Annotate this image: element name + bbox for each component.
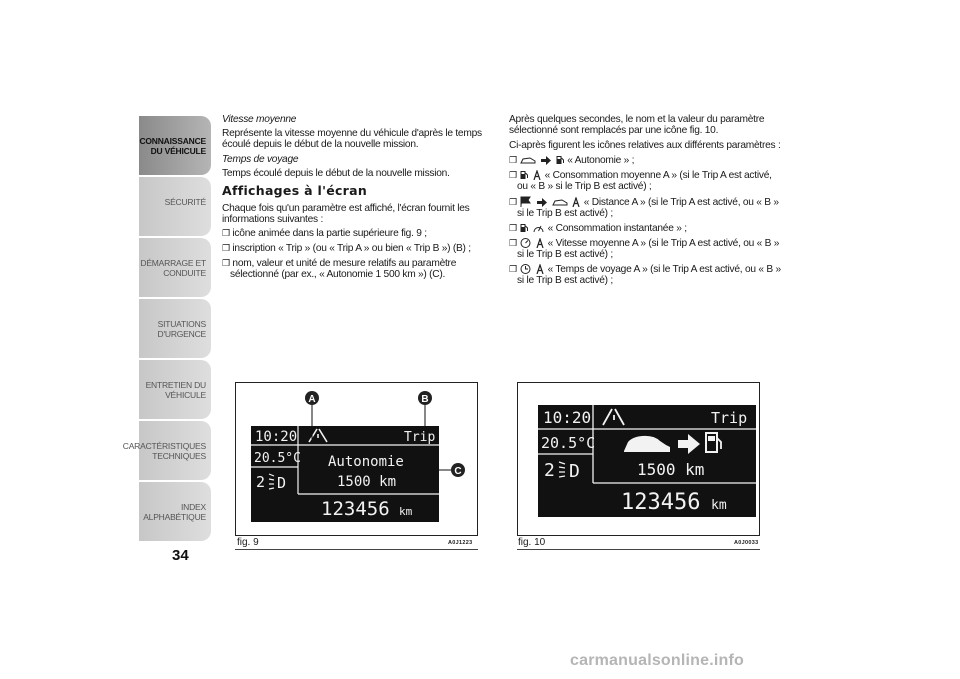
time-readout: 10:20 [255, 429, 298, 445]
car-icon [552, 198, 568, 207]
fuel-pump-icon [556, 155, 564, 165]
callout-layer [236, 383, 477, 535]
trip-a-icon [572, 197, 580, 207]
lights-letter: D [277, 474, 287, 492]
odometer-unit: km [399, 505, 413, 518]
bullet-icon: ❒ [509, 170, 517, 180]
temperature-readout: 20.5°C [541, 434, 596, 452]
param-value: 1500 km [337, 474, 397, 490]
odometer-value: 123456 [621, 490, 701, 515]
figure-10-caption: fig. 10 [518, 537, 546, 548]
tab-connaissance-vehicule[interactable]: CONNAISSANCE DU VÉHICULE [139, 116, 211, 175]
display-screen [538, 405, 756, 517]
section-heading: Affichages à l'écran [222, 183, 368, 198]
clock-icon [520, 264, 531, 274]
chapter-sidebar [122, 116, 211, 543]
odometer-value: 123456 [321, 498, 390, 520]
tab-index-alphabetique[interactable]: INDEX ALPHABÉTIQUE [139, 482, 211, 541]
flag-icon [520, 196, 532, 207]
left-text-column [222, 114, 494, 284]
list-item: ❒ « Distance A » (si le Trip A est activé, ou « B » si le Trip B est activé) ; [509, 197, 779, 219]
tab-caracteristiques-techniques[interactable]: CARACTÉRISTIQUES TECHNIQUES [139, 421, 211, 480]
gear-indicator: 2 [544, 460, 555, 481]
figure-10-rule [517, 549, 760, 550]
trip-label: Trip [404, 430, 436, 445]
trip-label: Trip [711, 409, 748, 427]
gauge-icon [533, 223, 544, 233]
list-item: ❒ « Vitesse moyenne A » (si le Trip A est activé, ou « B » si le Trip B est activé) ; [509, 238, 780, 260]
watermark: carmanualsonline.info [570, 652, 745, 669]
param-value: 1500 km [637, 460, 705, 479]
arrow-right-icon [537, 198, 547, 207]
fuel-pump-icon [520, 223, 528, 233]
list-item: ❒ inscription « Trip » (ou « Trip A » ou bien « Trip B ») (B) ; [222, 243, 471, 254]
list-item: ❒ « Autonomie » ; [509, 155, 635, 166]
svg-text:C: C [454, 466, 462, 477]
list-item: ❒ « Temps de voyage A » (si le Trip A est activé, ou « B » si le Trip B est activé) ; [509, 264, 781, 286]
bullet-icon: ❒ [509, 155, 517, 165]
odometer-unit: km [711, 498, 727, 513]
svg-text:A: A [308, 394, 316, 405]
intro-text: Chaque fois qu'un paramètre est affiché, l'écran fournit les informations suivantes : [222, 203, 470, 225]
car-icon [624, 436, 670, 452]
gear-indicator: 2 [256, 473, 266, 491]
warning-animation-icon [603, 409, 624, 425]
para-icons-list-intro: Ci-après figurent les icônes relatives aux différents paramètres : [509, 140, 781, 151]
figure-10 [517, 382, 760, 536]
trip-time-title: Temps de voyage [222, 154, 299, 165]
lights-icon [559, 462, 565, 477]
svg-text:B: B [421, 394, 429, 405]
bullet-icon: ❒ [509, 264, 517, 274]
tab-situations-urgence[interactable]: SITUATIONS D'URGENCE [139, 299, 211, 358]
tab-securite[interactable]: SÉCURITÉ [139, 177, 211, 236]
list-item: ❒ icône animée dans la partie supérieure fig. 9 ; [222, 228, 427, 239]
arrow-right-icon [541, 156, 551, 165]
fuel-pump-icon [706, 433, 721, 452]
list-item: ❒ « Consommation instantanée » ; [509, 223, 687, 234]
figure-9 [235, 382, 478, 536]
speedometer-icon [520, 238, 531, 248]
car-icon [520, 156, 536, 165]
right-text-column [509, 114, 785, 290]
param-name: Autonomie [328, 454, 404, 470]
bullet-icon: ❒ [509, 238, 517, 248]
time-readout: 10:20 [543, 408, 592, 427]
bullet-icon: ❒ [509, 197, 517, 207]
figure-9-code: A0J1223 [448, 540, 473, 546]
arrow-right-icon [678, 434, 700, 454]
page-number: 34 [172, 547, 189, 564]
para-icons-intro: Après quelques secondes, le nom et la valeur du paramètre sélectionné sont remplacés par une icône fig. 10. [509, 114, 765, 136]
bullet-icon: ❒ [222, 243, 230, 253]
bullet-icon: ❒ [222, 228, 230, 238]
avg-speed-title: Vitesse moyenne [222, 114, 297, 125]
temperature-readout: 20.5°C [254, 451, 301, 466]
trip-time-text: Temps écoulé depuis le début de la nouvelle mission. [222, 168, 450, 179]
trip-a-icon [536, 264, 544, 274]
bullet-icon: ❒ [222, 258, 230, 268]
tab-entretien-vehicule[interactable]: ENTRETIEN DU VÉHICULE [139, 360, 211, 419]
list-item: ❒ « Consommation moyenne A » (si le Trip A est activé, ou « B » si le Trip B est activé) ; [509, 170, 772, 192]
trip-a-icon [536, 238, 544, 248]
avg-speed-text: Représente la vitesse moyenne du véhicule d'après le temps écoulé depuis le début de la nouvelle mission. [222, 128, 482, 150]
fuel-pump-icon [520, 170, 528, 180]
figure-9-caption: fig. 9 [237, 537, 259, 548]
figure-9-rule [235, 549, 478, 550]
trip-a-icon [533, 170, 541, 180]
tab-demarrage-conduite[interactable]: DÉMARRAGE ET CONDUITE [139, 238, 211, 297]
lights-letter: D [569, 461, 580, 482]
list-item: ❒ nom, valeur et unité de mesure relatifs au paramètre sélectionné (par ex., « Autonomie 1 500 km ») (C). [222, 258, 457, 280]
bullet-icon: ❒ [509, 223, 517, 233]
figure-10-code: A0J0033 [734, 540, 759, 546]
